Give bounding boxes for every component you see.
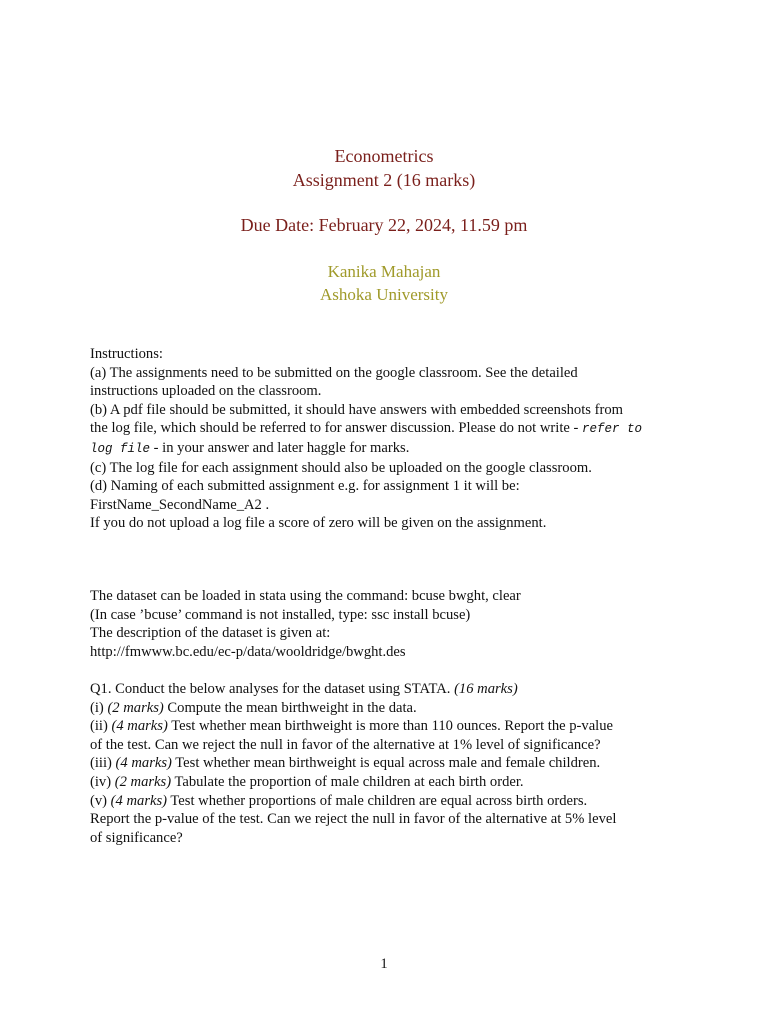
due-date: Due Date: February 22, 2024, 11.59 pm — [240, 215, 528, 235]
dataset-description-label: The description of the dataset is given at: — [90, 625, 331, 642]
question-1-heading — [90, 680, 690, 699]
instruction-a-line-2: instructions uploaded on the classroom. — [90, 383, 322, 400]
part-ii-number: (ii) — [90, 718, 112, 735]
part-iii-text: Test whether mean birthweight is equal across male and female children. — [171, 755, 601, 772]
part-iv-number: (iv) — [90, 773, 115, 790]
log-file-emphasis: log file — [90, 441, 151, 456]
question-1-marks: (16 marks) — [454, 681, 518, 697]
instruction-d-line-1: (d) Naming of each submitted assignment e.g. for assignment 1 it will be: — [90, 478, 520, 495]
question-part-ii-cont: of the test. Can we reject the null in favor of the alternative at 1% level of significance? — [90, 736, 601, 753]
question-part-v — [90, 792, 690, 811]
log-file-warning: If you do not upload a log file a score of zero will be given on the assignment. — [90, 515, 547, 532]
instructions-section — [90, 345, 690, 533]
question-section — [90, 680, 690, 847]
refer-to-emphasis: refer to — [582, 422, 643, 437]
assignment-title: Assignment 2 (16 marks) — [292, 170, 476, 190]
dataset-install-note: (In case ’bcuse’ command is not installed, type: ssc install bcuse) — [90, 606, 471, 623]
dataset-url: http://fmwww.bc.edu/ec-p/data/wooldridge/bwght.des — [90, 643, 406, 660]
part-i-marks: (2 marks) — [107, 699, 164, 716]
question-part-v-cont-1: Report the p-value of the test. Can we reject the null in favor of the alternative at 5% level — [90, 811, 617, 828]
part-v-number: (v) — [90, 792, 111, 809]
instruction-b-line-2 — [90, 419, 690, 439]
dataset-load-command: The dataset can be loaded in stata using the command: bcuse bwght, clear — [90, 588, 521, 604]
question-1-text: Q1. Conduct the below analyses for the dataset using STATA. — [90, 681, 455, 697]
question-part-i — [90, 699, 690, 718]
affiliation: Ashoka University — [320, 285, 448, 304]
dataset-section — [90, 587, 690, 661]
course-title: Econometrics — [334, 146, 434, 166]
part-iii-marks: (4 marks) — [115, 755, 172, 772]
instruction-a-line-1: (a) The assignments need to be submitted on the google classroom. See the detailed — [90, 364, 578, 381]
instruction-d-line-2: FirstName_SecondName_A2 . — [90, 496, 270, 513]
part-i-number: (i) — [90, 699, 108, 716]
part-ii-marks: (4 marks) — [111, 718, 168, 735]
instruction-b-text-end: - in your answer and later haggle for marks. — [150, 439, 410, 456]
question-part-iv — [90, 773, 690, 792]
question-part-v-cont-2: of significance? — [90, 829, 183, 846]
part-iii-number: (iii) — [90, 755, 116, 772]
question-part-iii — [90, 754, 690, 773]
instruction-b-line-1: (b) A pdf file should be submitted, it should have answers with embedded screenshots from — [90, 401, 623, 418]
instruction-b-text: the log file, which should be referred to for answer discussion. Please do not write - — [90, 420, 583, 437]
page-number: 1 — [380, 956, 388, 972]
part-iv-text: Tabulate the proportion of male children at each birth order. — [171, 773, 524, 790]
part-i-text: Compute the mean birthweight in the data. — [163, 699, 417, 716]
part-v-marks: (4 marks) — [110, 792, 168, 809]
author-name: Kanika Mahajan — [327, 262, 441, 281]
instruction-c: (c) The log file for each assignment should also be uploaded on the google classroom. — [90, 459, 592, 476]
part-v-text: Test whether proportions of male children are equal across birth orders. — [167, 792, 588, 809]
instruction-b-line-3 — [90, 439, 690, 459]
part-iv-marks: (2 marks) — [114, 773, 172, 790]
question-part-ii — [90, 717, 690, 736]
instructions-heading: Instructions: — [90, 346, 163, 362]
part-ii-text: Test whether mean birthweight is more than 110 ounces. Report the p-value — [167, 718, 614, 735]
